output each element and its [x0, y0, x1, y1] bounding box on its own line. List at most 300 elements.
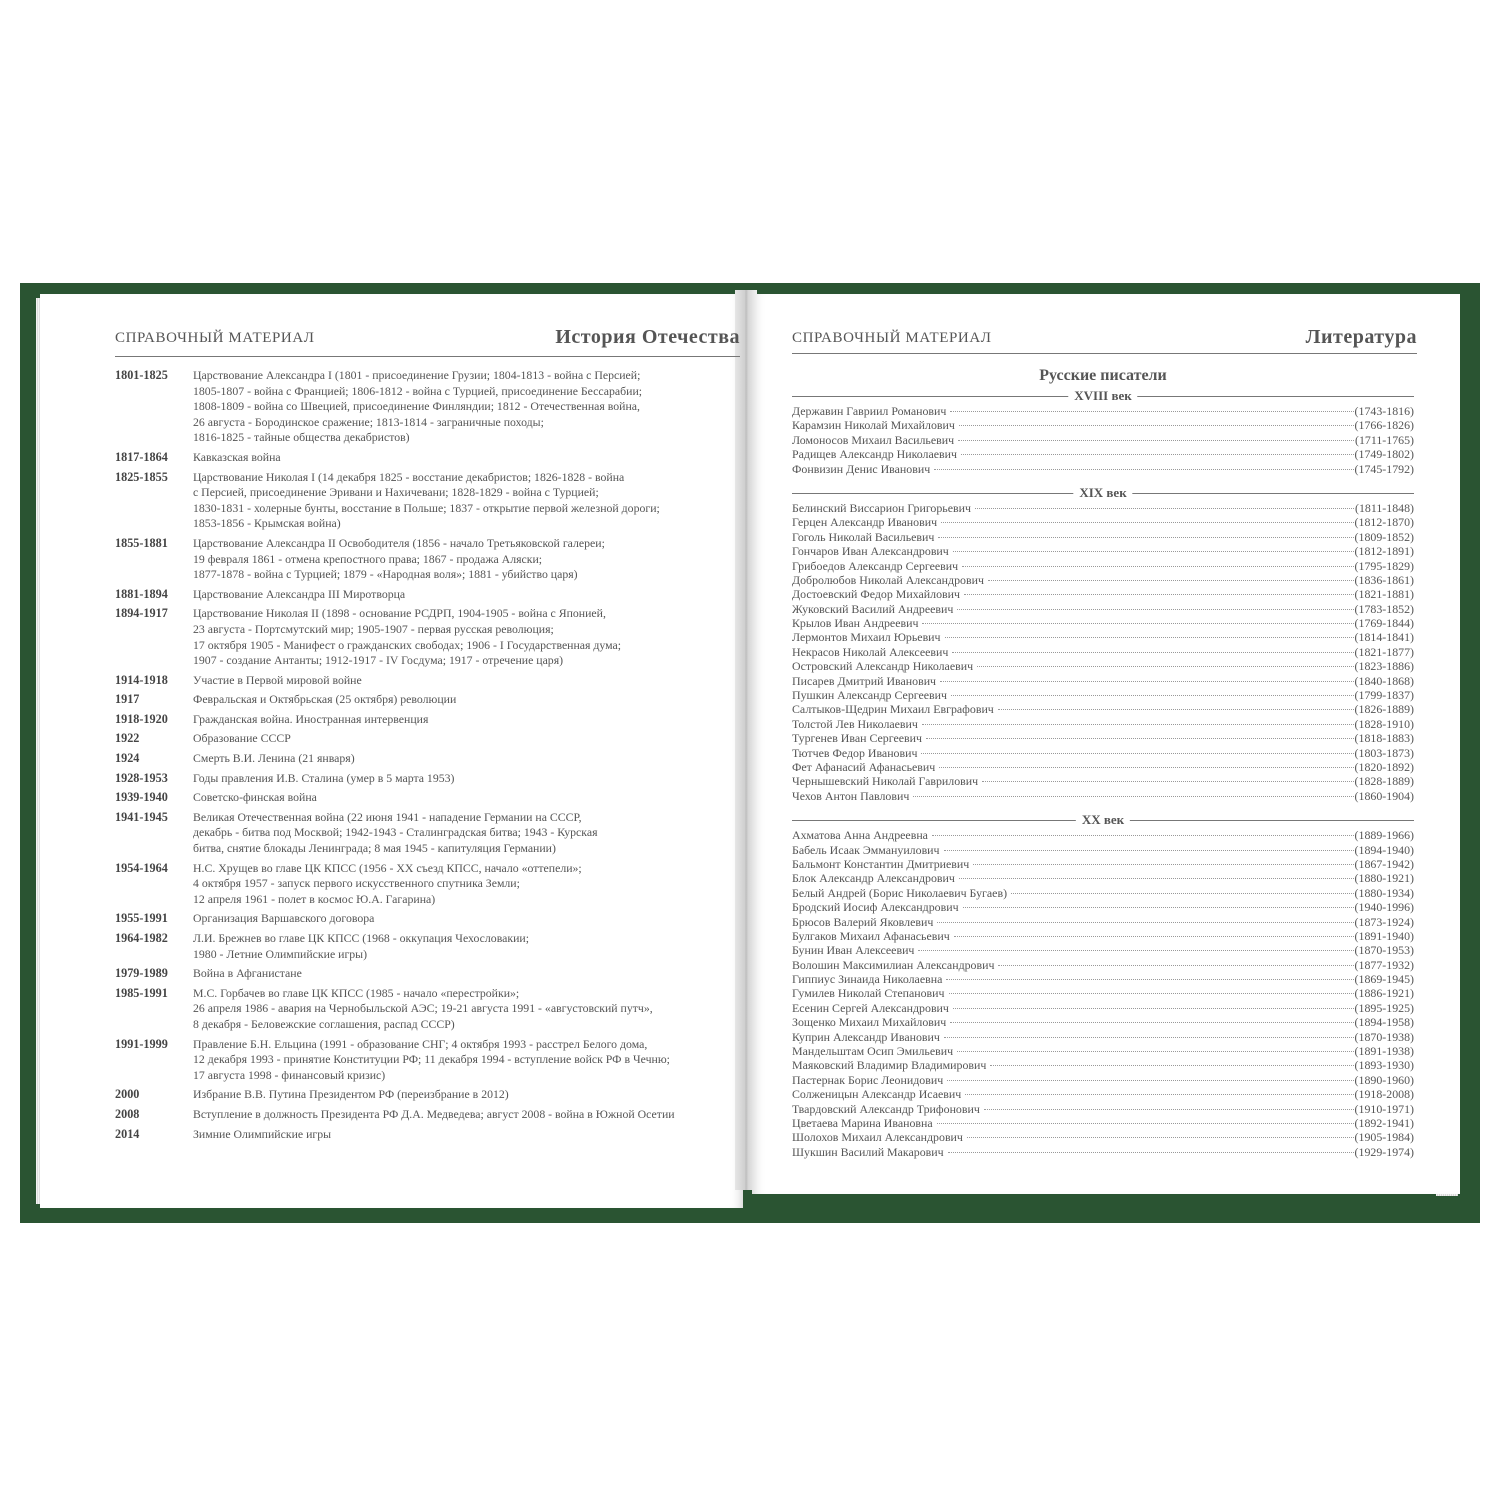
dot-leader	[937, 1123, 1354, 1124]
timeline-row	[115, 771, 735, 787]
timeline-row	[115, 673, 735, 689]
timeline-event-line: Участие в Первой мировой войне	[193, 672, 362, 687]
writer-name: Волошин Максимилиан Александрович	[792, 957, 995, 972]
writer-entry	[792, 760, 1414, 774]
writer-entry	[792, 1058, 1414, 1072]
writer-entry	[792, 447, 1414, 461]
dot-leader	[988, 580, 1354, 581]
left-page-header	[115, 326, 740, 352]
writers-list	[792, 366, 1414, 1159]
writer-years: (1743-1816)	[1354, 404, 1414, 418]
timeline-event	[193, 731, 735, 747]
timeline-event-line: 12 декабря 1993 - принятие Конституции РФ; 11 декабря 1994 - вступление войск РФ в Чечню;	[193, 1052, 670, 1067]
dot-leader	[1011, 893, 1354, 894]
writer-name: Крылов Иван Андреевич	[792, 616, 919, 631]
timeline-year: 1817-1864	[115, 449, 168, 464]
writer-name: Пушкин Александр Сергеевич	[792, 688, 948, 703]
timeline-event-line: Правление Б.Н. Ельцина (1991 - образование СНГ; 4 октября 1993 - расстрел Белого дома,	[193, 1036, 648, 1051]
timeline-year: 1917	[115, 692, 140, 707]
writer-entry	[792, 943, 1414, 957]
writer-name: Бунин Иван Алексеевич	[792, 943, 915, 958]
writer-years: (1893-1930)	[1354, 1058, 1414, 1073]
writer-name: Герцен Александр Иванович	[792, 515, 938, 530]
writer-years: (1877-1932)	[1354, 957, 1414, 972]
century-label: XIX век	[1073, 485, 1132, 501]
timeline-year: 1855-1881	[115, 535, 168, 550]
timeline-event-line: 17 августа 1998 - финансовый кризис)	[193, 1067, 386, 1082]
timeline-event	[193, 368, 735, 446]
writer-years: (1891-1938)	[1354, 1044, 1414, 1059]
writer-name: Булгаков Михаил Афанасьевич	[792, 928, 950, 943]
timeline-event	[193, 470, 735, 532]
timeline-year: 1991-1999	[115, 1036, 168, 1051]
timeline-year: 1954-1964	[115, 860, 168, 875]
writer-years: (1783-1852)	[1354, 601, 1414, 616]
writer-entry	[792, 1030, 1414, 1044]
writer-years: (1860-1904)	[1354, 788, 1414, 803]
writer-entry	[792, 929, 1414, 943]
writer-entry	[792, 433, 1414, 447]
writer-years: (1892-1941)	[1354, 1115, 1414, 1130]
timeline-event-line: Н.С. Хрущев во главе ЦК КПСС (1956 - XX съезд КПСС, начало «оттепели»;	[193, 860, 582, 875]
writer-entry	[792, 958, 1414, 972]
dot-leader	[954, 936, 1354, 937]
dot-leader	[948, 1152, 1354, 1153]
writer-name: Ломоносов Михаил Васильевич	[792, 432, 955, 447]
writer-entry	[792, 886, 1414, 900]
century-heading	[792, 485, 1414, 501]
timeline-event-line: Царствование Александра III Миротворца	[193, 586, 406, 601]
page-title: История Отечества	[555, 326, 740, 348]
writer-entry	[792, 857, 1414, 871]
writer-entry	[792, 501, 1414, 515]
writer-years: (1823-1886)	[1354, 659, 1414, 674]
timeline-row	[115, 986, 735, 1033]
timeline-row	[115, 861, 735, 908]
timeline-event	[193, 1127, 735, 1143]
dot-leader	[932, 835, 1354, 836]
writer-years: (1880-1921)	[1354, 871, 1414, 886]
writer-years: (1929-1974)	[1354, 1144, 1414, 1159]
timeline-event-line: Война в Афганистане	[193, 966, 302, 981]
dot-leader	[944, 850, 1354, 851]
dot-leader	[953, 551, 1354, 552]
dot-leader	[975, 508, 1354, 509]
timeline-event	[193, 692, 735, 708]
timeline-event	[193, 1087, 735, 1103]
dot-leader	[998, 965, 1353, 966]
section-label: СПРАВОЧНЫЙ МАТЕРИАЛ	[792, 330, 992, 346]
writer-name: Есенин Сергей Александрович	[792, 1000, 949, 1015]
timeline-year: 1894-1917	[115, 606, 168, 621]
dot-leader	[938, 537, 1353, 538]
writer-years: (1814-1841)	[1354, 630, 1414, 645]
timeline-event-line: битва, снятие блокады Ленинграда; 8 мая 1945 - капитуляция Германии)	[193, 841, 556, 856]
timeline-event	[193, 790, 735, 806]
writer-years: (1811-1848)	[1355, 500, 1414, 515]
timeline-event	[193, 966, 735, 982]
writer-entry	[792, 674, 1414, 688]
timeline-row	[115, 731, 735, 747]
dot-leader	[922, 724, 1354, 725]
writer-name: Островский Александр Николаевич	[792, 659, 974, 674]
writer-name: Гоголь Николай Васильевич	[792, 529, 935, 544]
dot-leader	[959, 878, 1354, 879]
dot-leader	[951, 695, 1354, 696]
timeline-row	[115, 536, 735, 583]
timeline-event-line: М.С. Горбачев во главе ЦК КПСС (1985 - начало «перестройки»;	[193, 985, 520, 1000]
writer-name: Достоевский Федор Михайлович	[792, 587, 960, 602]
timeline-row	[115, 1087, 735, 1103]
writer-name: Шукшин Василий Макарович	[792, 1144, 944, 1159]
timeline-event-line: Кавказская война	[193, 449, 281, 464]
dot-leader	[961, 454, 1354, 455]
writer-years: (1820-1892)	[1354, 759, 1414, 774]
writer-entry	[792, 587, 1414, 601]
timeline-row	[115, 368, 735, 446]
writer-name: Державин Гавриил Романович	[792, 404, 947, 418]
dot-leader	[947, 1080, 1353, 1081]
writer-name: Солженицын Александр Исаевич	[792, 1087, 962, 1102]
century-label: XVIII век	[1068, 388, 1137, 404]
history-timeline	[115, 368, 735, 1146]
timeline-event-line: Зимние Олимпийские игры	[193, 1126, 332, 1141]
timeline-event-line: 1830-1831 - холерные бунты, восстание в Польше; 1837 - открытие первой железной дороги;	[193, 500, 660, 515]
writer-years: (1894-1958)	[1354, 1015, 1414, 1030]
dot-leader	[934, 469, 1353, 470]
timeline-year: 1825-1855	[115, 469, 168, 484]
dot-leader	[963, 907, 1354, 908]
writer-entry	[792, 515, 1414, 529]
writer-entry	[792, 530, 1414, 544]
header-rule	[792, 353, 1417, 354]
writer-years: (1918-2008)	[1354, 1087, 1414, 1102]
writer-entry	[792, 616, 1414, 630]
writer-name: Радищев Александр Николаевич	[792, 447, 957, 462]
century-spacer	[792, 476, 1414, 485]
writer-name: Зощенко Михаил Михайлович	[792, 1015, 947, 1030]
book-gutter	[735, 290, 757, 1190]
timeline-event	[193, 931, 735, 962]
writer-years: (1803-1873)	[1354, 745, 1414, 760]
writer-entry	[792, 1087, 1414, 1101]
writer-name: Бродский Иосиф Александрович	[792, 900, 959, 915]
dot-leader	[967, 1137, 1354, 1138]
writer-years: (1867-1942)	[1354, 856, 1414, 871]
writer-entry	[792, 404, 1414, 418]
writer-name: Маяковский Владимир Владимирович	[792, 1058, 987, 1073]
dot-leader	[953, 1008, 1354, 1009]
timeline-year: 1914-1918	[115, 672, 168, 687]
dot-leader	[957, 609, 1353, 610]
timeline-event-line: 1805-1807 - война с Францией; 1806-1812 - война с Турцией, присоединение Бессарабии;	[193, 383, 643, 398]
timeline-event-line: 26 августа - Бородинское сражение; 1813-1814 - заграничные походы;	[193, 414, 544, 429]
timeline-row	[115, 450, 735, 466]
writer-years: (1821-1881)	[1354, 587, 1414, 602]
dot-leader	[977, 666, 1353, 667]
writer-entry	[792, 900, 1414, 914]
dot-leader	[941, 522, 1353, 523]
dot-leader	[965, 1094, 1353, 1095]
writer-entry	[792, 717, 1414, 731]
timeline-event-line: 1816-1825 - тайные общества декабристов)	[193, 430, 410, 445]
writer-years: (1891-1940)	[1354, 928, 1414, 943]
writer-entry	[792, 871, 1414, 885]
writer-years: (1840-1868)	[1354, 673, 1414, 688]
writer-entry	[792, 774, 1414, 788]
timeline-event-line: Великая Отечественная война (22 июня 1941 - нападение Германии на СССР,	[193, 809, 582, 824]
timeline-event-line: 8 декабря - Беловежские соглашения, распад СССР)	[193, 1016, 455, 1031]
timeline-event	[193, 986, 735, 1033]
writer-years: (1870-1953)	[1354, 943, 1414, 958]
timeline-event-line: Советско-финская война	[193, 790, 317, 805]
writer-years: (1821-1877)	[1354, 644, 1414, 659]
writer-years: (1828-1889)	[1354, 774, 1414, 789]
writer-name: Бабель Исаак Эммануилович	[792, 842, 940, 857]
timeline-row	[115, 1127, 735, 1143]
timeline-event-line: 1853-1856 - Крымская война)	[193, 516, 341, 531]
writer-entry	[792, 1130, 1414, 1144]
writer-name: Пастернак Борис Леонидович	[792, 1072, 944, 1087]
timeline-event	[193, 1037, 735, 1084]
writer-name: Чехов Антон Павлович	[792, 788, 910, 803]
writer-years: (1749-1802)	[1354, 447, 1414, 462]
timeline-year: 1801-1825	[115, 368, 168, 382]
writer-name: Бальмонт Константин Дмитриевич	[792, 856, 970, 871]
timeline-row	[115, 790, 735, 806]
writer-years: (1870-1938)	[1354, 1029, 1414, 1044]
writer-years: (1818-1883)	[1354, 731, 1414, 746]
timeline-year: 1922	[115, 731, 140, 746]
writer-entry	[792, 828, 1414, 842]
writer-name: Писарев Дмитрий Иванович	[792, 673, 937, 688]
writer-years: (1809-1852)	[1354, 529, 1414, 544]
timeline-event-line: 1808-1809 - война со Швецией, присоединение Финляндии; 1812 - Отечественная война,	[193, 399, 640, 414]
writer-name: Ахматова Анна Андреевна	[792, 828, 928, 843]
timeline-row	[115, 587, 735, 603]
header-rule	[115, 356, 740, 357]
writer-name: Тургенев Иван Сергеевич	[792, 731, 922, 746]
dot-leader	[944, 1037, 1354, 1038]
page-title: Литература	[1305, 326, 1417, 348]
dot-leader	[998, 709, 1354, 710]
writer-name: Салтыков-Щедрин Михаил Евграфович	[792, 702, 994, 717]
century-heading	[792, 812, 1414, 828]
writer-years: (1880-1934)	[1354, 885, 1414, 900]
writer-name: Куприн Александр Иванович	[792, 1029, 940, 1044]
timeline-event	[193, 712, 735, 728]
timeline-event	[193, 861, 735, 908]
dot-leader	[945, 637, 1354, 638]
dot-leader	[973, 864, 1353, 865]
century-label: XX век	[1076, 812, 1130, 828]
dot-leader	[918, 950, 1353, 951]
timeline-year: 1964-1982	[115, 931, 168, 945]
timeline-year: 2008	[115, 1106, 140, 1121]
writer-years: (1826-1889)	[1354, 702, 1414, 717]
timeline-event	[193, 536, 735, 583]
timeline-event-line: Смерть В.И. Ленина (21 января)	[193, 751, 355, 766]
writer-entry	[792, 418, 1414, 432]
writer-entry	[792, 1015, 1414, 1029]
writer-name: Лермонтов Михаил Юрьевич	[792, 630, 941, 645]
writer-name: Шолохов Михаил Александрович	[792, 1130, 963, 1145]
writer-years: (1799-1837)	[1354, 688, 1414, 703]
writer-name: Гумилев Николай Степанович	[792, 986, 945, 1001]
timeline-year: 1985-1991	[115, 985, 168, 1000]
writer-name: Белый Андрей (Борис Николаевич Бугаев)	[792, 885, 1008, 900]
timeline-event-line: 26 апреля 1986 - авария на Чернобыльской АЭС; 19-21 августа 1991 - «августовский путч»,	[193, 1001, 653, 1016]
section-label: СПРАВОЧНЫЙ МАТЕРИАЛ	[115, 330, 315, 346]
timeline-row	[115, 1037, 735, 1084]
timeline-event	[193, 606, 735, 668]
writer-name: Твардовский Александр Трифонович	[792, 1101, 980, 1116]
writer-entry	[792, 843, 1414, 857]
timeline-event-line: 4 октября 1957 - запуск первого искусственного спутника Земли;	[193, 876, 520, 891]
writer-years: (1828-1910)	[1354, 716, 1414, 731]
timeline-event-line: Годы правления И.В. Сталина (умер в 5 марта 1953)	[193, 770, 455, 785]
writer-years: (1812-1891)	[1354, 544, 1414, 559]
timeline-year: 1939-1940	[115, 790, 168, 805]
timeline-event	[193, 911, 735, 927]
timeline-event-line: Февральская и Октябрьская (25 октября) революции	[193, 692, 457, 707]
writer-entry	[792, 731, 1414, 745]
timeline-row	[115, 1107, 735, 1123]
timeline-year: 1941-1945	[115, 809, 168, 824]
timeline-row	[115, 911, 735, 927]
dot-leader	[950, 411, 1353, 412]
dot-leader	[926, 738, 1354, 739]
writer-name: Карамзин Николай Михайлович	[792, 418, 955, 433]
timeline-event	[193, 751, 735, 767]
dot-leader	[952, 652, 1353, 653]
writer-entry	[792, 1145, 1414, 1159]
timeline-event-line: 1907 - создание Антанты; 1912-1917 - IV Госдума; 1917 - отречение царя)	[193, 653, 564, 668]
dot-leader	[990, 1065, 1353, 1066]
writer-entry	[792, 746, 1414, 760]
timeline-event	[193, 810, 735, 857]
timeline-event-line: 19 февраля 1861 - отмена крепостного права; 1867 - продажа Аляски;	[193, 551, 543, 566]
timeline-event-line: Вступление в должность Президента РФ Д.А. Медведева; август 2008 - война в Южной Осетии	[193, 1106, 675, 1121]
dot-leader	[984, 1109, 1354, 1110]
writer-years: (1869-1945)	[1354, 972, 1414, 987]
timeline-event-line: с Персией, присоединение Эривани и Нахичевани; 1828-1829 - война с Турцией;	[193, 485, 599, 500]
writer-entry	[792, 559, 1414, 573]
writer-entry	[792, 544, 1414, 558]
dot-leader	[913, 796, 1353, 797]
writer-name: Белинский Виссарион Григорьевич	[792, 500, 971, 515]
writer-years: (1890-1960)	[1354, 1072, 1414, 1087]
dot-leader	[946, 979, 1353, 980]
timeline-year: 1928-1953	[115, 770, 168, 785]
timeline-event-line: Организация Варшавского договора	[193, 911, 375, 926]
timeline-year: 1955-1991	[115, 911, 168, 926]
writer-years: (1766-1826)	[1354, 418, 1414, 433]
dot-leader	[957, 1051, 1353, 1052]
timeline-event	[193, 673, 735, 689]
dot-leader	[962, 566, 1353, 567]
timeline-year: 1924	[115, 751, 140, 766]
timeline-event-line: 1877-1878 - война с Турцией; 1879 - «Народная воля»; 1881 - убийство царя)	[193, 567, 578, 582]
writer-entry	[792, 645, 1414, 659]
writer-years: (1889-1966)	[1354, 828, 1414, 843]
writer-name: Гончаров Иван Александрович	[792, 544, 949, 559]
writer-name: Фет Афанасий Афанасьевич	[792, 759, 936, 774]
timeline-year: 1918-1920	[115, 711, 168, 726]
writer-years: (1905-1984)	[1354, 1130, 1414, 1145]
writer-years: (1894-1940)	[1354, 842, 1414, 857]
timeline-event	[193, 450, 735, 466]
writer-entry	[792, 462, 1414, 476]
timeline-event	[193, 1107, 735, 1123]
writer-entry	[792, 789, 1414, 803]
writer-entry	[792, 702, 1414, 716]
writer-years: (1886-1921)	[1354, 986, 1414, 1001]
writer-years: (1910-1971)	[1354, 1101, 1414, 1116]
writer-entry	[792, 972, 1414, 986]
dot-leader	[940, 681, 1354, 682]
writer-entry	[792, 573, 1414, 587]
dot-leader	[921, 753, 1353, 754]
writer-entry	[792, 986, 1414, 1000]
timeline-event-line: Царствование Николая I (14 декабря 1825 - восстание декабристов; 1826-1828 - война	[193, 469, 625, 484]
writer-entry	[792, 688, 1414, 702]
dot-leader	[959, 425, 1354, 426]
timeline-row	[115, 931, 735, 962]
century-spacer	[792, 803, 1414, 812]
dot-leader	[958, 440, 1354, 441]
dot-leader	[950, 1022, 1353, 1023]
dot-leader	[982, 781, 1353, 782]
writer-entry	[792, 1102, 1414, 1116]
timeline-year: 2014	[115, 1126, 140, 1141]
dot-leader	[949, 993, 1354, 994]
timeline-event-line: Л.И. Брежнев во главе ЦК КПСС (1968 - оккупация Чехословакии;	[193, 931, 529, 945]
writer-entry	[792, 602, 1414, 616]
writer-name: Толстой Лев Николаевич	[792, 716, 918, 731]
writer-years: (1836-1861)	[1354, 572, 1414, 587]
writer-name: Добролюбов Николай Александрович	[792, 572, 984, 587]
timeline-event-line: Гражданская война. Иностранная интервенция	[193, 711, 429, 726]
timeline-event-line: 23 августа - Портсмутский мир; 1905-1907 - первая русская революция;	[193, 621, 554, 636]
timeline-event-line: Избрание В.В. Путина Президентом РФ (переизбрание в 2012)	[193, 1087, 509, 1102]
writer-name: Гиппиус Зинаида Николаевна	[792, 972, 943, 987]
timeline-event-line: 1980 - Летние Олимпийские игры)	[193, 946, 368, 961]
timeline-event-line: 12 апреля 1961 - полет в космос Ю.А. Гагарина)	[193, 891, 436, 906]
writer-entry	[792, 1044, 1414, 1058]
writer-name: Жуковский Василий Андреевич	[792, 601, 954, 616]
writer-entry	[792, 630, 1414, 644]
writer-name: Цветаева Марина Ивановна	[792, 1115, 933, 1130]
writer-years: (1769-1844)	[1354, 616, 1414, 631]
timeline-row	[115, 606, 735, 668]
writer-name: Некрасов Николай Алексеевич	[792, 644, 949, 659]
writer-entry	[792, 1116, 1414, 1130]
writer-years: (1795-1829)	[1354, 558, 1414, 573]
writer-entry	[792, 659, 1414, 673]
timeline-event-line: Царствование Александра II Освободителя (1856 - начало Третьяковской галереи;	[193, 535, 605, 550]
dot-leader	[937, 922, 1353, 923]
timeline-row	[115, 810, 735, 857]
timeline-event-line: декабрь - битва под Москвой; 1942-1943 - Сталинградская битва; 1943 - Курская	[193, 825, 598, 840]
dot-leader	[939, 767, 1353, 768]
timeline-row	[115, 751, 735, 767]
writer-name: Чернышевский Николай Гаврилович	[792, 774, 979, 789]
writer-years: (1812-1870)	[1354, 515, 1414, 530]
writer-years: (1745-1792)	[1354, 461, 1414, 476]
timeline-event-line: Царствование Александра I (1801 - присоединение Грузии; 1804-1813 - война с Персией;	[193, 368, 641, 382]
writer-entry	[792, 915, 1414, 929]
